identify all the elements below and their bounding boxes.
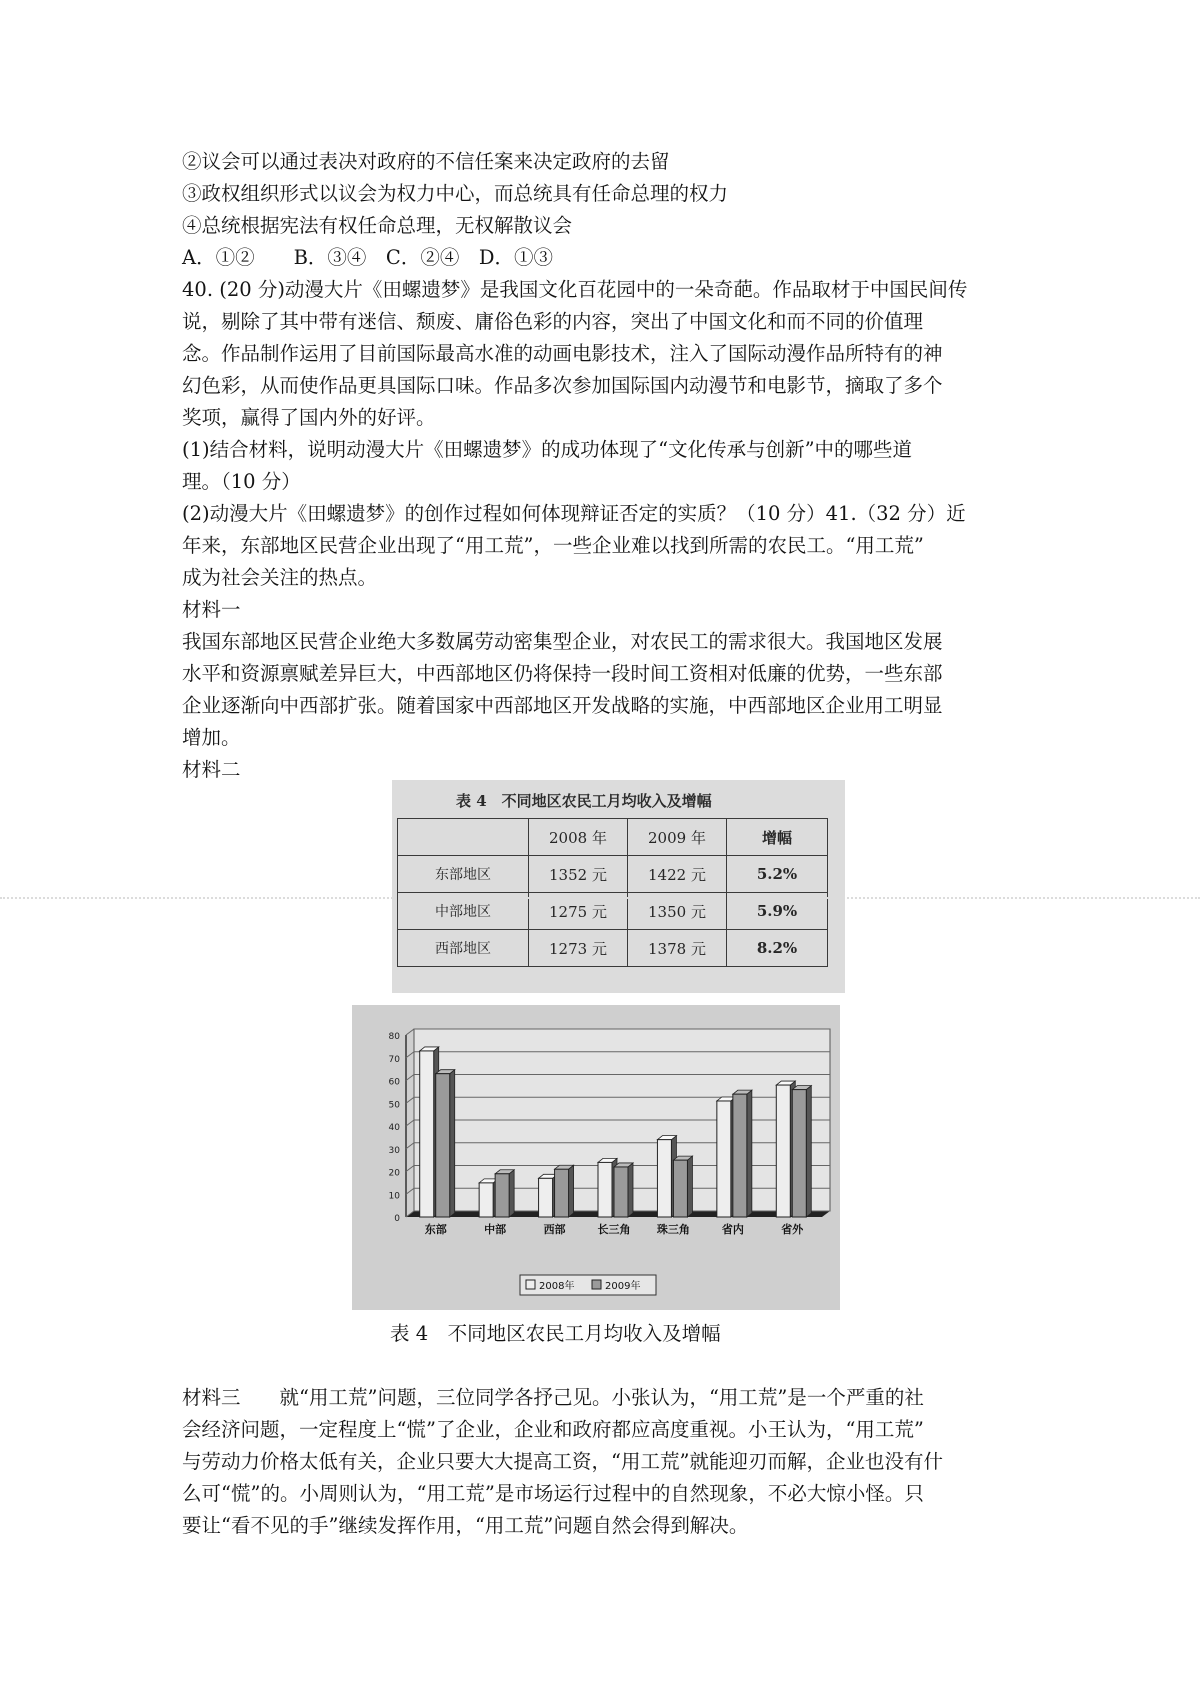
- material-1-line: 我国东部地区民营企业绝大多数属劳动密集型企业，对农民工的需求很大。我国地区发展: [182, 630, 943, 653]
- bar-side: [628, 1163, 633, 1217]
- question-40-line: 40. (20 分)动漫大片《田螺遗梦》是我国文化百花园中的一朵奇葩。作品取材于中国民间传: [182, 278, 968, 301]
- y-tick-label: 60: [388, 1077, 400, 1088]
- table-title: 表 4 不同地区农民工月均收入及增幅: [456, 792, 712, 810]
- x-tick-label: 珠三角: [656, 1223, 690, 1236]
- option-line-4: ④总统根据宪法有权任命总理，无权解散议会: [182, 214, 573, 237]
- material-3-line: 要让“看不见的手”继续发挥作用，“用工荒”问题自然会得到解决。: [182, 1514, 749, 1537]
- y-tick-label: 40: [388, 1123, 400, 1133]
- gridline-diagonal: [406, 1075, 414, 1081]
- table-cell: 5.9%: [727, 893, 828, 930]
- bar-2008年: [539, 1178, 553, 1217]
- gridline-diagonal: [406, 1188, 414, 1194]
- table-header-cell: 2008 年: [529, 819, 628, 856]
- table-cell: 1352 元: [529, 856, 628, 893]
- table-cell: 1378 元: [628, 930, 727, 967]
- y-tick-label: 50: [388, 1100, 400, 1111]
- option-line-2: ②议会可以通过表决对政府的不信任案来决定政府的去留: [182, 150, 670, 173]
- bar-side: [747, 1090, 752, 1217]
- table-cell: 1273 元: [529, 930, 628, 967]
- bar-2009年: [733, 1094, 747, 1217]
- material-3-line: 么可“慌”的。小周则认为，“用工荒”是市场运行过程中的自然现象，不必大惊小怪。只: [182, 1482, 924, 1505]
- sub-question-1: (1)结合材料，说明动漫大片《田螺遗梦》的成功体现了“文化传承与创新”中的哪些道: [182, 438, 913, 461]
- table-header-cell: [398, 819, 529, 856]
- bar-2009年: [555, 1169, 569, 1217]
- question-40-line: 奖项，赢得了国内外的好评。: [182, 406, 436, 429]
- y-tick-label: 70: [388, 1054, 400, 1065]
- table-cell: 中部地区: [398, 893, 529, 930]
- table-row: [398, 856, 828, 893]
- table-cell: 东部地区: [398, 856, 529, 893]
- question-40-line: 说，剔除了其中带有迷信、颓废、庸俗色彩的内容，突出了中国文化和而不同的价值理: [182, 310, 924, 333]
- bar-2008年: [717, 1101, 731, 1217]
- legend-label: 2008年: [539, 1281, 575, 1292]
- x-tick-label: 长三角: [597, 1223, 631, 1236]
- table-cell: 8.2%: [727, 930, 828, 967]
- gridline-diagonal: [406, 1166, 414, 1172]
- sub-question-1: 理。（10 分）: [182, 470, 301, 493]
- bar-2009年: [614, 1167, 628, 1217]
- bar-side: [806, 1086, 811, 1217]
- material-2-heading: 材料二: [182, 758, 241, 781]
- bar-2008年: [776, 1085, 790, 1217]
- gridline-diagonal: [406, 1143, 414, 1149]
- gridline-diagonal: [406, 1097, 414, 1103]
- x-tick-label: 东部: [424, 1223, 447, 1236]
- table-header-cell: 增幅: [727, 819, 828, 856]
- table-cell: 1350 元: [628, 893, 727, 930]
- material-3-line: 材料三 就“用工荒”问题，三位同学各抒己见。小张认为，“用工荒”是一个严重的社: [182, 1386, 924, 1409]
- bar-2008年: [598, 1162, 612, 1217]
- bar-2008年: [420, 1051, 434, 1217]
- gridline-diagonal: [406, 1052, 414, 1058]
- material-1-line: 水平和资源禀赋差异巨大，中西部地区仍将保持一段时间工资相对低廉的优势，一些东部: [182, 662, 943, 685]
- legend-swatch: [526, 1280, 535, 1289]
- material-1-line: 增加。: [182, 726, 241, 749]
- bar-2009年: [673, 1160, 687, 1217]
- bar-2009年: [495, 1174, 509, 1217]
- figure-caption: 表 4 不同地区农民工月均收入及增幅: [390, 1322, 721, 1345]
- bar-chart-photo: [352, 1005, 840, 1310]
- table-cell: 5.2%: [727, 856, 828, 893]
- table-header-cell: 2009 年: [628, 819, 727, 856]
- gridline-diagonal: [406, 1120, 414, 1126]
- x-tick-label: 省外: [781, 1223, 804, 1236]
- table-cell: 1422 元: [628, 856, 727, 893]
- question-40-line: 念。作品制作运用了目前国际最高水准的动画电影技术，注入了国际动漫作品所特有的神: [182, 342, 943, 365]
- material-3-line: 会经济问题，一定程度上“慌”了企业，企业和政府都应高度重视。小王认为，“用工荒”: [182, 1418, 924, 1441]
- legend-swatch: [592, 1280, 601, 1289]
- bar-2008年: [657, 1140, 671, 1217]
- question-40-line: 幻色彩，从而使作品更具国际口味。作品多次参加国际国内动漫节和电影节，摘取了多个: [182, 374, 943, 397]
- x-tick-label: 西部: [543, 1223, 566, 1236]
- bar-2008年: [479, 1183, 493, 1217]
- bar-side: [569, 1165, 574, 1217]
- y-tick-label: 10: [388, 1191, 400, 1202]
- table-row: [398, 930, 828, 967]
- table-header-row: [398, 819, 828, 856]
- bar-chart: [352, 1005, 840, 1310]
- bar-side: [509, 1170, 514, 1217]
- page-divider: [0, 897, 1200, 899]
- material-1-line: 企业逐渐向中西部扩张。随着国家中西部地区开发战略的实施，中西部地区企业用工明显: [182, 694, 943, 717]
- y-tick-label: 0: [394, 1214, 400, 1224]
- question-41-line: 年来，东部地区民营企业出现了“用工荒”，一些企业难以找到所需的农民工。“用工荒”: [182, 534, 924, 557]
- x-tick-label: 省内: [721, 1223, 744, 1236]
- gridline-diagonal: [406, 1029, 414, 1035]
- table-cell: 1275 元: [529, 893, 628, 930]
- answer-choices: A．①② B．③④ C．②④ D．①③: [182, 246, 553, 269]
- income-table-photo: [392, 780, 845, 993]
- option-line-3: ③政权组织形式以议会为权力中心，而总统具有任命总理的权力: [182, 182, 729, 205]
- bar-2009年: [792, 1090, 806, 1217]
- legend-label: 2009年: [605, 1281, 641, 1292]
- y-tick-label: 20: [388, 1168, 400, 1179]
- question-41-line: 成为社会关注的热点。: [182, 566, 378, 589]
- material-3-line: 与劳动力价格太低有关，企业只要大大提高工资，“用工荒”就能迎刃而解，企业也没有什: [182, 1450, 943, 1473]
- bar-side: [450, 1070, 455, 1217]
- y-tick-label: 30: [388, 1145, 400, 1156]
- sub-question-2: (2)动漫大片《田螺遗梦》的创作过程如何体现辩证否定的实质？（10 分）41.（32 分）近: [182, 502, 966, 525]
- bar-side: [687, 1156, 692, 1217]
- x-tick-label: 中部: [484, 1223, 507, 1236]
- income-table: [397, 818, 828, 967]
- table-cell: 西部地区: [398, 930, 529, 967]
- y-tick-label: 80: [388, 1032, 400, 1042]
- bar-2009年: [436, 1074, 450, 1217]
- material-1-heading: 材料一: [182, 598, 241, 621]
